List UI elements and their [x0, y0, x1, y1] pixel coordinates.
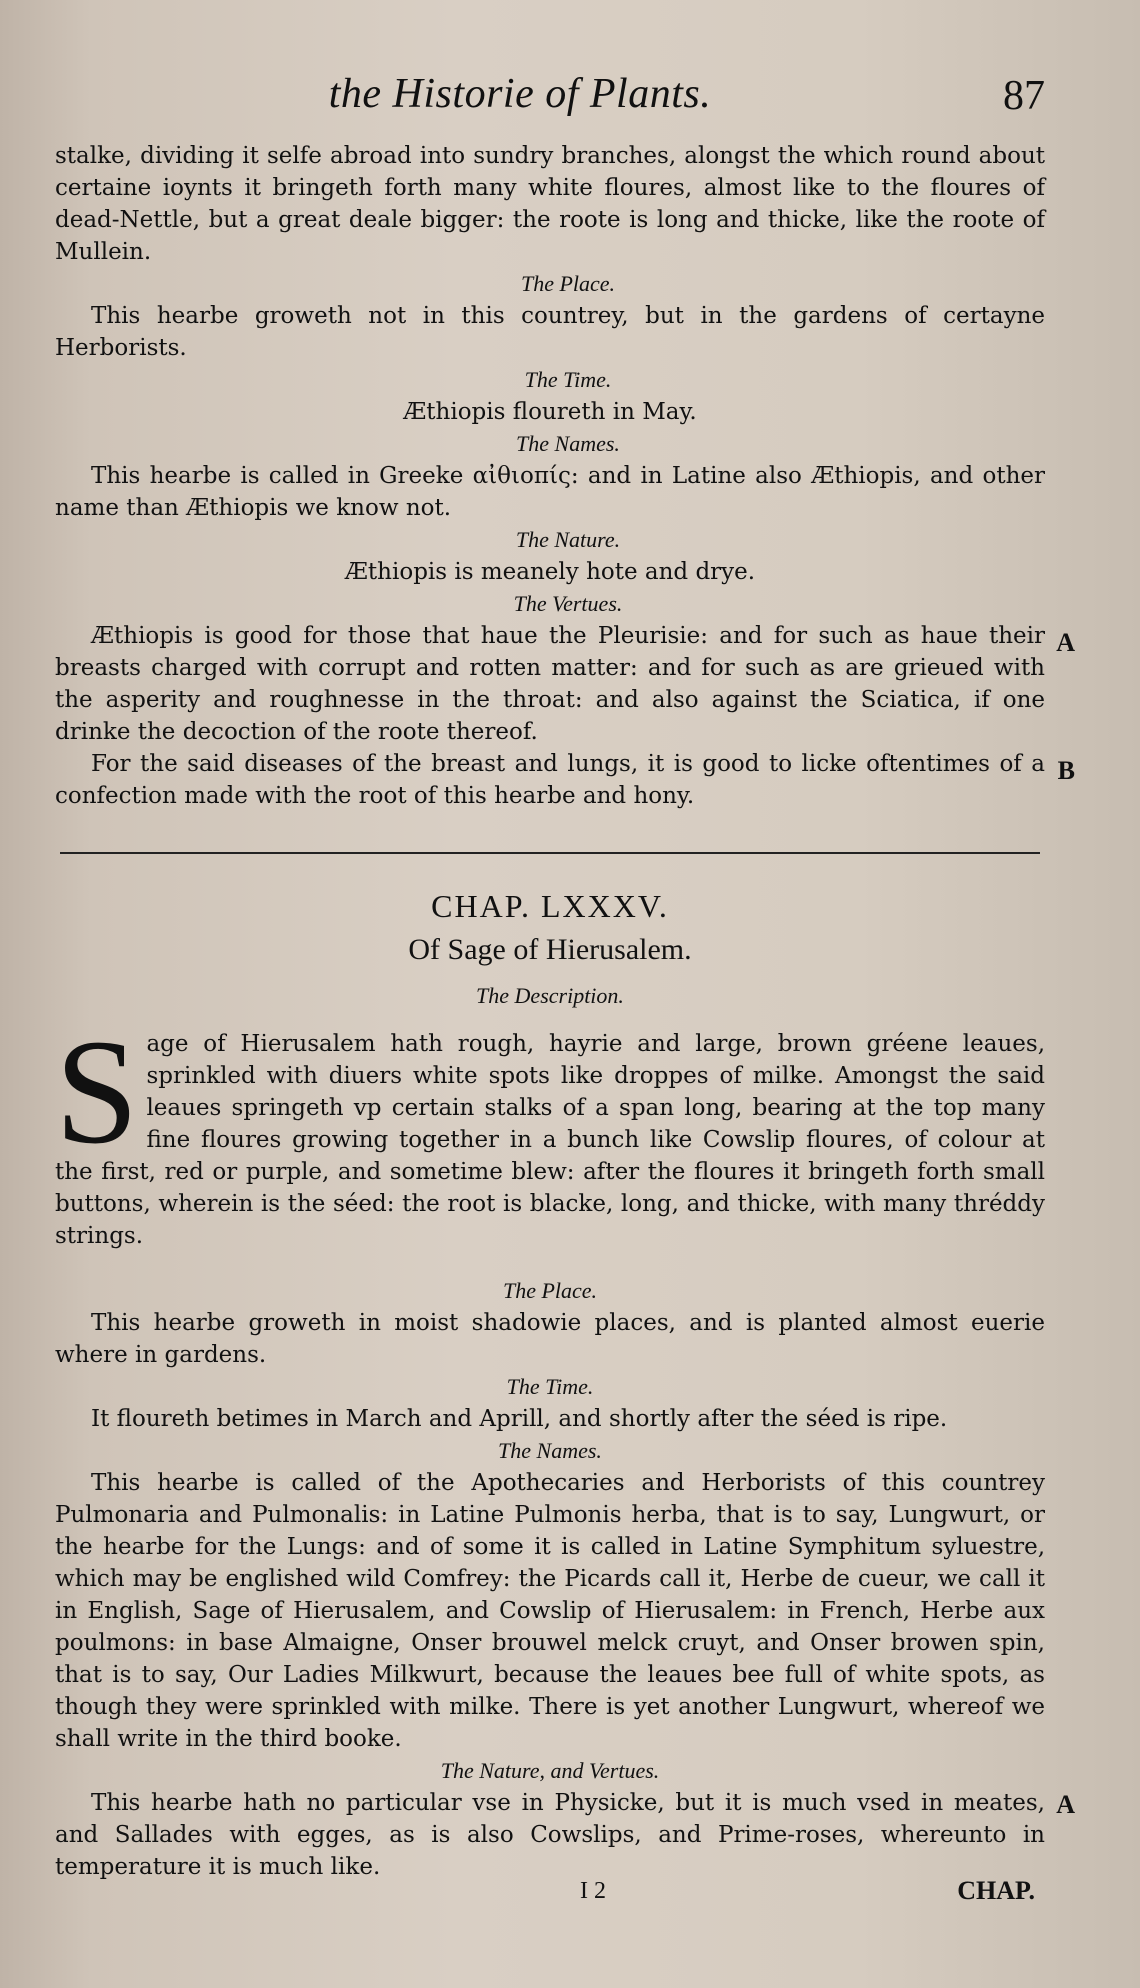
vertues-heading: The Vertues.: [513, 591, 623, 616]
place-text: This hearbe groweth not in this countrey, but in the gardens of certayne Herborists.: [55, 303, 1045, 361]
chapter-names-text: This hearbe is called of the Apothecaries and Herborists of this countrey Pulmonaria and Pulmonalis: in Latine Pulmonis herba, that is to say, Lungwurt, or the hearbe for the Lungs: and of some it is called in Latine Symphitum syluestre, which may be englished wild Comfrey: the Picards call it, Herbe de cueur, we call it in English, Sage of Hierusalem, and Cowslip of Hierusalem: in French, Herbe aux poulmons: in base Almaigne, Onser brouwel melck cruyt, and Onser browen spin, that is to say, Our Ladies Milkwurt, because the leaues bee full of white spots, as though they were sprinkled with milke. There is yet another Lungwurt, whereof we shall write in the third booke.: [55, 1470, 1045, 1752]
description-heading: The Description.: [476, 983, 624, 1008]
margin-letter-a: A: [1056, 628, 1075, 657]
margin-letter-b: B: [1057, 756, 1075, 785]
running-title: the Historie of Plants.: [328, 71, 712, 117]
section-divider: [60, 852, 1040, 854]
names-text: This hearbe is called in Greeke αἰθιοπίς: and in Latine also Æthiopis, and other name than Æthiopis we know not.: [55, 463, 1045, 521]
chapter-title: CHAP. LXXXV.: [431, 888, 669, 924]
page-number: 87: [1003, 73, 1045, 119]
nature-text: Æthiopis is meanely hote and drye.: [344, 559, 756, 585]
chapter-subtitle: Of Sage of Hierusalem.: [408, 933, 692, 966]
time-heading: The Time.: [524, 367, 612, 392]
chapter-nature-vertues-text: This hearbe hath no particular vse in Physicke, but it is much vsed in meates, and Sallades with egges, as is also Cowslips, and Prime-roses, whereunto in temperature it is much like.: [55, 1790, 1045, 1880]
chapter-time-heading: The Time.: [506, 1374, 594, 1399]
chapter-place-text: This hearbe groweth in moist shadowie places, and is planted almost euerie where in gardens.: [55, 1310, 1045, 1368]
chapter-margin-letter-a: A: [1056, 1790, 1075, 1819]
chapter-place-heading: The Place.: [502, 1278, 598, 1303]
top-section: [55, 140, 1045, 812]
description-paragraph: [55, 1009, 1045, 1252]
chapter-nature-vertues-heading: The Nature, and Vertues.: [440, 1758, 660, 1783]
catchword: CHAP.: [957, 1876, 1035, 1905]
drop-cap-letter: S: [55, 1009, 139, 1175]
chapter-time-text: It floureth betimes in March and Aprill, and shortly after the séed is ripe.: [91, 1406, 948, 1432]
chapter-section: [55, 880, 1045, 1883]
place-heading: The Place.: [520, 271, 616, 296]
nature-heading: The Nature.: [515, 527, 621, 552]
signature-mark: I 2: [580, 1878, 606, 1904]
chapter-names-heading: The Names.: [498, 1438, 602, 1463]
vertues-text-1: Æthiopis is good for those that haue the Pleurisie: and for such as haue their breasts charged with corrupt and rotten matter: and for such as are grieued with the asperity and roughnesse in the throat: and also against the Sciatica, if one drinke the decoction of the roote thereof.: [55, 623, 1045, 745]
vertues-text-2: For the said diseases of the breast and lungs, it is good to licke oftentimes of a confection made with the root of this hearbe and hony.: [55, 751, 1045, 809]
names-heading: The Names.: [516, 431, 620, 456]
time-text: Æthiopis floureth in May.: [403, 399, 697, 425]
description-text: age of Hierusalem hath rough, hayrie and large, brown gréene leaues, sprinkled with diuers white spots like droppes of milke. Amongst the said leaues springeth vp certain stalks of a span long, bearing at the top many fine floures growing together in a bunch like Cowslip floures, of colour at the first, red or purple, and sometime blew: after the floures it bringeth forth small buttons, wherein is the séed: the root is blacke, long, and thicke, with many thréddy strings.: [55, 1031, 1045, 1249]
description-continuation: stalke, dividing it selfe abroad into sundry branches, alongst the which round about certaine ioynts it bringeth forth many white floures, almost like to the floures of dead-Nettle, but a great deale bigger: the roote is long and thicke, like the roote of Mullein.: [55, 143, 1045, 265]
